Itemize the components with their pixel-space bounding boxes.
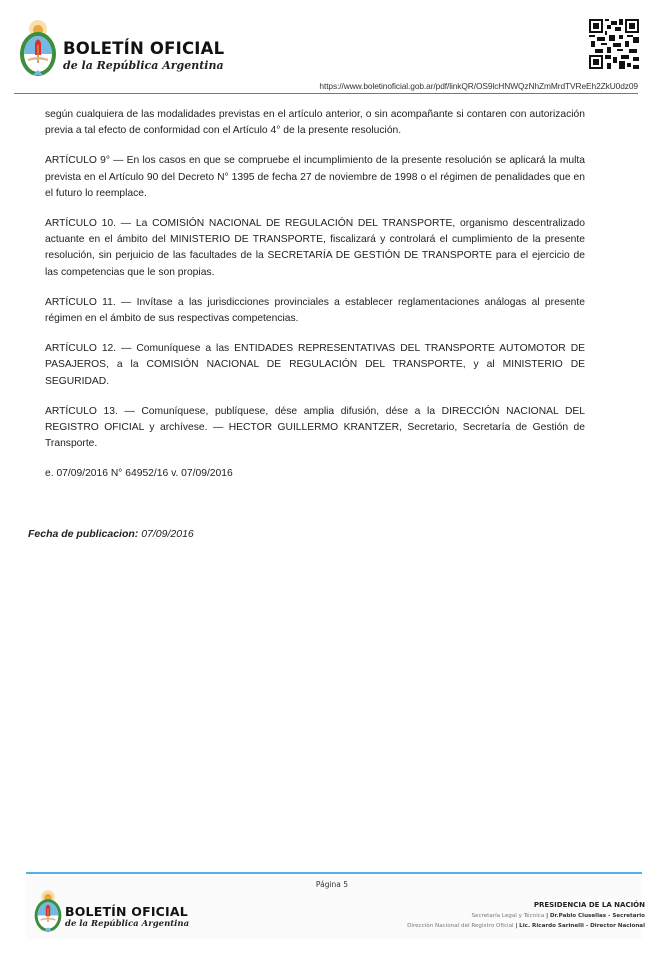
article-12: ARTÍCULO 12. — Comuníquese a las ENTIDADES REPRESENTATIVAS DEL TRANSPORTE AUTOMOTOR DE PASAJEROS, a la COMISIÓN NACIONAL DE REGULACIÓN DEL TRANSPORTE, y al MINISTERIO DE SEGURIDAD. [45,343,585,387]
edition-reference: e. 07/09/2016 N° 64952/16 v. 07/09/2016 [45,468,233,480]
brand-title: BOLETÍN OFICIAL [65,904,188,919]
document-link-url[interactable]: https://www.boletinoficial.gob.ar/pdf/linkQR/OS9lcHNWQzNhZmMrdTVReEh2ZkU0dz09 [319,81,638,91]
footer-divider [26,872,642,874]
credit-office: Secretaría Legal y Técnica [471,913,545,919]
footer-brand [65,905,189,930]
brand-subtitle: de la República Argentina [65,919,190,929]
document-body [45,107,585,497]
article-9: ARTÍCULO 9° — En los casos en que se compruebe el incumplimiento de la presente resolución se aplicará la multa prevista en el Artículo 90 del Decreto N° 1395 de fecha 27 de noviembre de 1998 o el régimen de penalidades que en el futuro lo reemplace. [45,155,585,199]
brand-subtitle: de la República Argentina [63,59,224,72]
publication-date-value: 07/09/2016 [141,528,194,540]
argentina-coat-of-arms-icon [33,888,63,934]
credit-person: Dr.Pablo Clusellas - Secretario [549,913,645,919]
article-13: ARTÍCULO 13. — Comuníquese, publíquese, dése amplia difusión, dése a la DIRECCIÓN NACIONAL DEL REGISTRO OFICIAL y archívese. — HECTOR GUILLERMO KRANTZER, Secretario, Secretaría de Gestión de Transporte. [45,405,585,450]
header-divider [14,93,638,94]
credit-line-2 [407,921,645,931]
article-11: ARTÍCULO 11. — Invítase a las jurisdicciones provinciales a establecer reglamentaciones análogas al presente régimen en el ámbito de sus respectivas competencias. [45,296,585,325]
credit-office: Dirección Nacional del Registro Oficial [407,923,514,929]
publication-date-label: Fecha de publicacion: [28,528,139,540]
header-brand [63,40,224,73]
credit-line-1 [407,911,645,921]
paragraph-continuation: según cualquiera de las modalidades previstas en el artículo anterior, o sin acompañante si contaren con autorización previa a tal efecto de conformidad con el Artículo 4° de la presente resolución. [45,109,585,137]
article-10: ARTÍCULO 10. — La COMISIÓN NACIONAL DE REGULACIÓN DEL TRANSPORTE, organismo descentralizado actuante en el ámbito del MINISTERIO DE TRANSPORTE, fiscalizará y controlará el cumplimiento de la presente resolución, sin perjuicio de las facultades de la SECRETARÍA DE GESTIÓN DE TRANSPORTE para el ejercicio de las competencias que le son propias. [45,218,585,278]
footer-credits [407,900,645,931]
credit-separator: | [546,913,549,919]
argentina-coat-of-arms-icon [18,17,58,79]
brand-title: BOLETÍN OFICIAL [63,39,225,58]
credit-person: Lic. Ricardo Sarinelli - Director Nacional [519,923,645,929]
presidency-title: PRESIDENCIA DE LA NACIÓN [533,901,645,909]
page-number: Página 5 [315,880,349,889]
credit-separator: | [515,923,518,929]
publication-date [28,528,194,540]
qr-code-icon[interactable] [589,14,639,74]
